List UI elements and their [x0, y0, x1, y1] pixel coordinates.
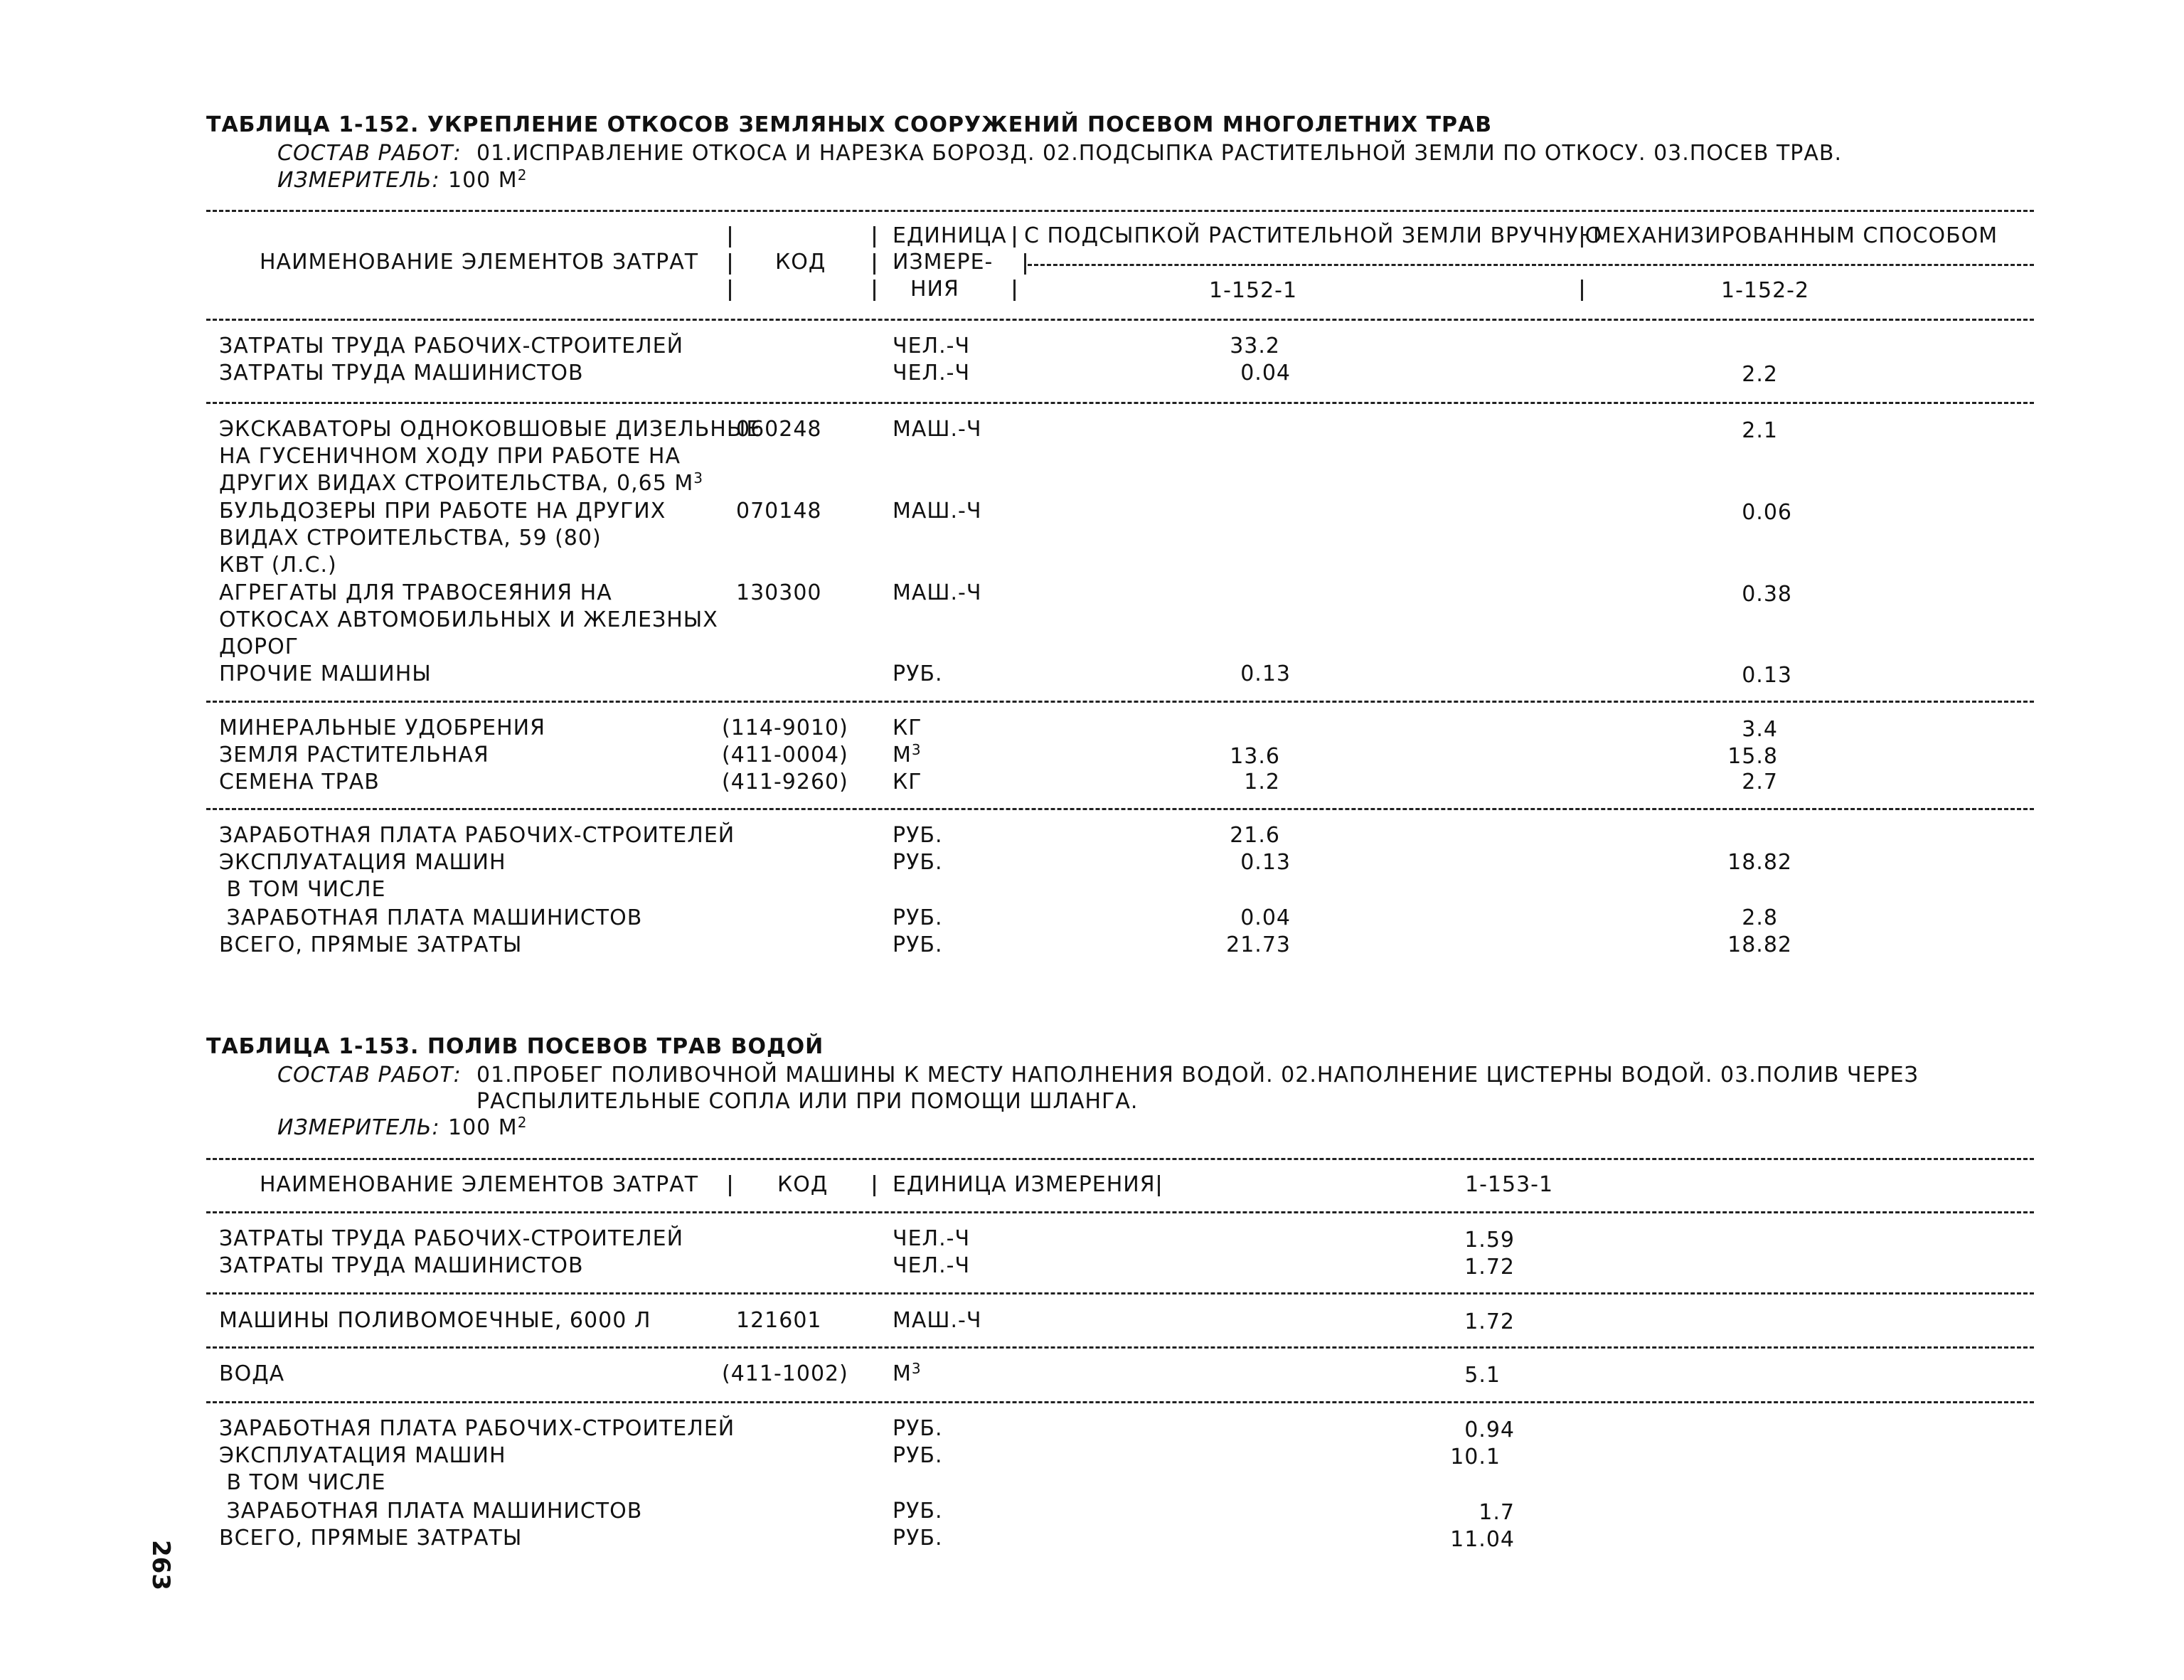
row-v1: 5.1: [1464, 1363, 1501, 1388]
row-code: 121601: [736, 1308, 822, 1333]
row-unit: МАШ.-Ч: [893, 1308, 982, 1333]
row-name: ЗЕМЛЯ РАСТИТЕЛЬНАЯ: [219, 743, 489, 767]
row-v1: 0.04: [1240, 361, 1291, 386]
col-sep: [1013, 280, 1016, 301]
divider: [206, 701, 2034, 703]
row-name: ДОРОГ: [219, 634, 299, 659]
row-name: ВСЕГО, ПРЯМЫЕ ЗАТРАТЫ: [219, 1526, 523, 1551]
row-unit: РУБ.: [893, 661, 943, 686]
page-number: 263: [147, 1540, 175, 1590]
row-name: МАШИНЫ ПОЛИВОМОЕЧНЫЕ, 6000 Л: [219, 1308, 651, 1333]
row-v1: 10.1: [1450, 1445, 1501, 1469]
header-name: НАИМЕНОВАНИЕ ЭЛЕМЕНТОВ ЗАТРАТ: [260, 250, 699, 275]
row-v1: 0.94: [1464, 1418, 1515, 1442]
col-sep: [729, 253, 731, 275]
table-153-izm-value: 100 $М^2$: [448, 1114, 528, 1140]
row-name: ЗАТРАТЫ ТРУДА РАБОЧИХ-СТРОИТЕЛЕЙ: [219, 334, 684, 358]
header-unit-3: НИЯ: [910, 277, 959, 302]
row-v2: 18.82: [1727, 850, 1792, 875]
row-unit: $М^3$: [893, 741, 922, 767]
col-sep: [873, 253, 875, 275]
divider: [206, 402, 2034, 404]
row-unit: РУБ.: [893, 1526, 943, 1551]
row-name: ЭКСПЛУАТАЦИЯ МАШИН: [219, 850, 506, 875]
row-name: КВТ (Л.С.): [219, 553, 337, 578]
row-unit: ЧЕЛ.-Ч: [893, 1253, 971, 1278]
row-code: (411-1002): [722, 1361, 848, 1386]
header-code-1: 1-153-1: [1465, 1172, 1554, 1197]
row-v2: 2.8: [1742, 905, 1778, 930]
row-v2: 15.8: [1727, 744, 1778, 769]
row-v2: 18.82: [1727, 932, 1792, 957]
header-col-1: С ПОДСЫПКОЙ РАСТИТЕЛЬНОЙ ЗЕМЛИ ВРУЧНУЮ: [1024, 223, 1603, 248]
row-code: 130300: [736, 580, 822, 605]
divider: [206, 1346, 2034, 1349]
row-name: В ТОМ ЧИСЛЕ: [219, 877, 386, 902]
row-name: МИНЕРАЛЬНЫЕ УДОБРЕНИЯ: [219, 716, 545, 740]
divider: [206, 319, 2034, 321]
header-unit-1: ЕДИНИЦА: [893, 223, 1007, 248]
row-name: НА ГУСЕНИЧНОМ ХОДУ ПРИ РАБОТЕ НА: [219, 444, 681, 469]
row-v1: 11.04: [1450, 1527, 1515, 1552]
header-code: КОД: [777, 1172, 829, 1197]
row-v2: 0.13: [1742, 663, 1792, 688]
row-v2: 3.4: [1742, 717, 1778, 742]
col-sep: [873, 1175, 875, 1196]
row-code: (411-9260): [722, 770, 848, 794]
row-name: СЕМЕНА ТРАВ: [219, 770, 380, 794]
row-name: ПРОЧИЕ МАШИНЫ: [219, 661, 432, 686]
col-sep: [729, 1175, 731, 1196]
row-unit: ЧЕЛ.-Ч: [893, 361, 971, 386]
row-v2: 0.06: [1742, 500, 1792, 525]
row-unit: КГ: [893, 716, 922, 740]
row-unit: РУБ.: [893, 850, 943, 875]
table-153-title: ТАБЛИЦА 1-153. ПОЛИВ ПОСЕВОВ ТРАВ ВОДОЙ: [206, 1034, 824, 1059]
divider: [206, 1211, 2034, 1213]
row-name: ЭКСПЛУАТАЦИЯ МАШИН: [219, 1443, 506, 1468]
table-153-sostav-text-2: РАСПЫЛИТЕЛЬНЫЕ СОПЛА ИЛИ ПРИ ПОМОЩИ ШЛАНГА.: [476, 1089, 1139, 1114]
col-sep: [873, 280, 875, 301]
divider: [206, 1292, 2034, 1294]
row-v1: 0.13: [1240, 850, 1291, 875]
row-v1: 21.73: [1226, 932, 1291, 957]
table-152-sostav-label: СОСТАВ РАБОТ:: [277, 141, 462, 166]
row-name: ДРУГИХ ВИДАХ СТРОИТЕЛЬСТВА, 0,65 $М^3$: [219, 469, 703, 496]
row-name: ЭКСКАВАТОРЫ ОДНОКОВШОВЫЕ ДИЗЕЛЬНЫЕ: [219, 417, 761, 442]
row-name: АГРЕГАТЫ ДЛЯ ТРАВОСЕЯНИЯ НА: [219, 580, 612, 605]
row-v1: 21.6: [1230, 823, 1280, 848]
header-unit-2: ИЗМЕРЕ-: [893, 250, 994, 275]
row-v1: 1.2: [1244, 770, 1280, 794]
row-code: 060248: [736, 417, 822, 442]
col-sep: [1581, 226, 1583, 248]
divider: [206, 210, 2034, 212]
row-unit: ЧЕЛ.-Ч: [893, 1226, 971, 1251]
header-code-2: 1-152-2: [1721, 278, 1810, 303]
row-code: (411-0004): [722, 743, 848, 767]
row-unit: РУБ.: [893, 1443, 943, 1468]
table-153-sostav-label: СОСТАВ РАБОТ:: [277, 1063, 462, 1088]
table-152-title: ТАБЛИЦА 1-152. УКРЕПЛЕНИЕ ОТКОСОВ ЗЕМЛЯНЫХ СООРУЖЕНИЙ ПОСЕВОМ МНОГОЛЕТНИХ ТРАВ: [206, 112, 1493, 137]
row-unit: РУБ.: [893, 932, 943, 957]
row-name: ВОДА: [219, 1361, 285, 1386]
col-sep: [1581, 280, 1583, 301]
table-152-izm-label: ИЗМЕРИТЕЛЬ:: [277, 168, 440, 193]
header-code: КОД: [775, 250, 826, 275]
row-name: ЗАРАБОТНАЯ ПЛАТА МАШИНИСТОВ: [219, 1499, 643, 1524]
row-v1: 0.04: [1240, 905, 1291, 930]
divider: [1028, 264, 2034, 266]
row-unit: РУБ.: [893, 1416, 943, 1441]
row-unit: МАШ.-Ч: [893, 499, 982, 523]
col-sep: [729, 280, 731, 301]
header-code-1: 1-152-1: [1209, 278, 1298, 303]
row-name: ВСЕГО, ПРЯМЫЕ ЗАТРАТЫ: [219, 932, 523, 957]
row-name: ЗАТРАТЫ ТРУДА МАШИНИСТОВ: [219, 361, 584, 386]
divider: [206, 808, 2034, 810]
divider: [206, 1158, 2034, 1160]
col-sep: [873, 226, 875, 248]
header-col-2: МЕХАНИЗИРОВАННЫМ СПОСОБОМ: [1593, 223, 1998, 248]
divider: [206, 1401, 2034, 1403]
row-name: ВИДАХ СТРОИТЕЛЬСТВА, 59 (80): [219, 526, 602, 551]
row-name: ЗАРАБОТНАЯ ПЛАТА РАБОЧИХ-СТРОИТЕЛЕЙ: [219, 1416, 735, 1441]
row-code: 070148: [736, 499, 822, 523]
row-v2: 2.1: [1742, 418, 1778, 443]
row-v2: 2.2: [1742, 362, 1778, 387]
row-unit: КГ: [893, 770, 922, 794]
row-name: ОТКОСАХ АВТОМОБИЛЬНЫХ И ЖЕЛЕЗНЫХ: [219, 607, 718, 632]
row-name: ЗАРАБОТНАЯ ПЛАТА РАБОЧИХ-СТРОИТЕЛЕЙ: [219, 823, 735, 848]
row-v1: 1.7: [1479, 1500, 1515, 1525]
row-v1: 1.59: [1464, 1228, 1515, 1253]
row-code: (114-9010): [722, 716, 848, 740]
table-152-sostav-text: 01.ИСПРАВЛЕНИЕ ОТКОСА И НАРЕЗКА БОРОЗД. 02.ПОДСЫПКА РАСТИТЕЛЬНОЙ ЗЕМЛИ ПО ОТКОСУ. 03.ПОСЕВ ТРАВ.: [476, 141, 1843, 166]
row-name: ЗАРАБОТНАЯ ПЛАТА МАШИНИСТОВ: [219, 905, 643, 930]
row-v1: 1.72: [1464, 1309, 1515, 1334]
table-153-sostav-text-1: 01.ПРОБЕГ ПОЛИВОЧНОЙ МАШИНЫ К МЕСТУ НАПОЛНЕНИЯ ВОДОЙ. 02.НАПОЛНЕНИЕ ЦИСТЕРНЫ ВОДОЙ. 03.ПОЛИВ ЧЕРЕЗ: [476, 1063, 1919, 1088]
row-v1: 33.2: [1230, 334, 1280, 358]
header-unit: ЕДИНИЦА ИЗМЕРЕНИЯ: [893, 1172, 1156, 1197]
col-sep: [1158, 1175, 1160, 1196]
row-unit: РУБ.: [893, 823, 943, 848]
row-unit: ЧЕЛ.-Ч: [893, 334, 971, 358]
row-unit: РУБ.: [893, 1499, 943, 1524]
row-name: ЗАТРАТЫ ТРУДА РАБОЧИХ-СТРОИТЕЛЕЙ: [219, 1226, 684, 1251]
row-unit: МАШ.-Ч: [893, 417, 982, 442]
header-name: НАИМЕНОВАНИЕ ЭЛЕМЕНТОВ ЗАТРАТ: [260, 1172, 699, 1197]
row-v2: 0.38: [1742, 582, 1792, 607]
row-v2: 2.7: [1742, 770, 1778, 794]
col-sep: [1013, 226, 1016, 248]
row-unit: МАШ.-Ч: [893, 580, 982, 605]
row-name: В ТОМ ЧИСЛЕ: [219, 1470, 386, 1495]
row-v1: 13.6: [1230, 744, 1280, 769]
row-v1: 1.72: [1464, 1255, 1515, 1280]
row-name: ЗАТРАТЫ ТРУДА МАШИНИСТОВ: [219, 1253, 584, 1278]
table-152-izm-value: 100 $М^2$: [448, 166, 528, 193]
row-unit: $М^3$: [893, 1360, 922, 1386]
table-153-izm-label: ИЗМЕРИТЕЛЬ:: [277, 1115, 440, 1140]
row-name: БУЛЬДОЗЕРЫ ПРИ РАБОТЕ НА ДРУГИХ: [219, 499, 666, 523]
row-unit: РУБ.: [893, 905, 943, 930]
col-sep: [1024, 253, 1026, 275]
row-v1: 0.13: [1240, 661, 1291, 686]
col-sep: [729, 226, 731, 248]
